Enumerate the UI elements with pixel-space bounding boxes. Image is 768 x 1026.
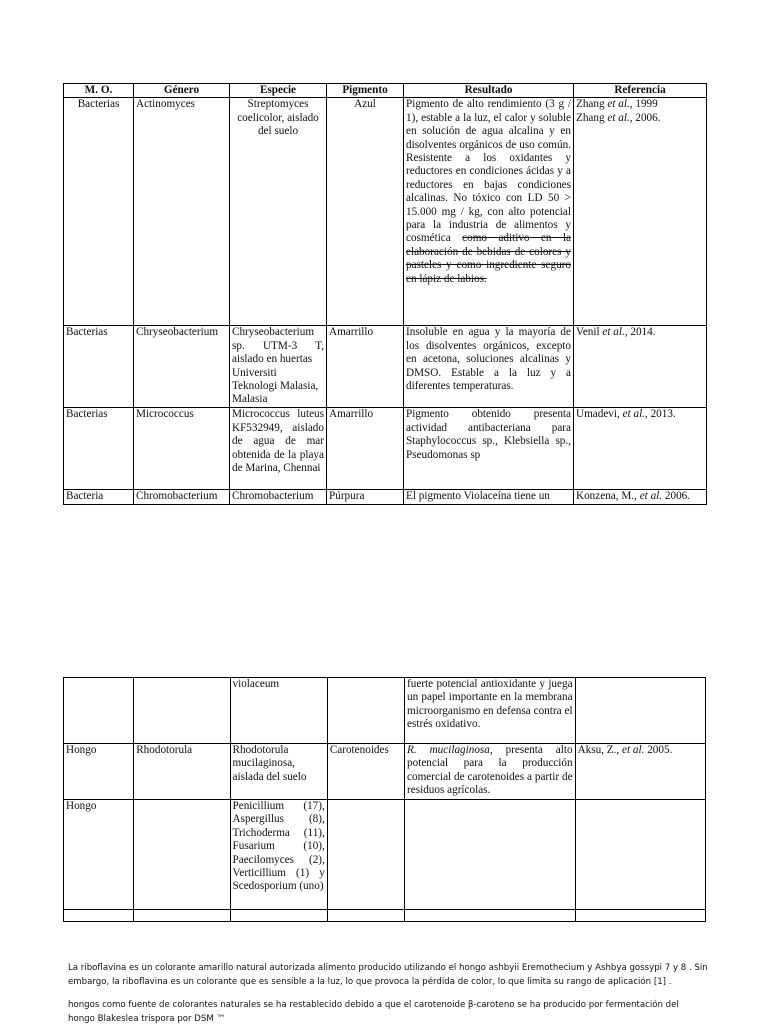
table-row <box>64 678 706 744</box>
ref-year: , 2006. <box>629 111 661 124</box>
cell-referencia <box>574 490 707 505</box>
header-resultado: Resultado <box>404 84 574 98</box>
cell-resultado: Pigmento obtenido presenta actividad antibacteriana para Staphylococcus sp., Klebsiella sp., Pseudomonas sp <box>404 408 574 490</box>
cell-referencia <box>575 910 705 922</box>
ref-year: , 2014. <box>624 326 656 339</box>
resultado-species: R. mucilaginosa, <box>407 744 493 756</box>
cell-referencia <box>575 800 705 910</box>
table-row <box>64 744 706 800</box>
cell-mo <box>64 910 134 922</box>
especie-line: sp. UTM-3 T, <box>232 339 324 352</box>
header-especie: Especie <box>230 84 327 98</box>
cell-especie: Rhodotorula mucilaginosa, aislada del suelo <box>230 744 327 800</box>
cell-pigmento: Azul <box>327 98 404 326</box>
cell-pigmento <box>327 800 404 910</box>
cell-genero <box>134 910 230 922</box>
cell-genero <box>134 800 230 910</box>
ref-etal: et al. <box>607 111 630 124</box>
cell-especie: Streptomyces coelicolor, aislado del suelo <box>230 98 327 326</box>
cell-resultado <box>404 98 574 326</box>
especie-line: aislado en huertas Universiti Teknologi Malasia, Malasia <box>232 353 319 406</box>
cell-mo: Hongo <box>64 800 134 910</box>
cell-resultado <box>405 910 576 922</box>
ref-year: 2005. <box>647 744 673 756</box>
cell-genero: Chromobacterium <box>134 490 230 505</box>
cell-mo <box>64 678 134 744</box>
cell-pigmento <box>327 910 404 922</box>
cell-referencia <box>574 326 707 408</box>
cell-mo: Bacteria <box>64 490 134 505</box>
cell-pigmento: Carotenoides <box>327 744 404 800</box>
resultado-struck-text: como aditivo en la elaboración de bebidas de colores y pasteles y como ingrediente seguro en lápiz de labios. <box>406 232 572 285</box>
cell-resultado: fuerte potencial antioxidante y juega un papel importante en la membrana microorganismo en defensa contra el estrés oxidativo. <box>405 678 576 744</box>
cell-resultado: El pigmento Violaceína tiene un <box>404 490 574 505</box>
footer-paragraph: hongos como fuente de colorantes naturales se ha restablecido debido a que el carotenoide β-caroteno se ha producido por fermentación del hongo Blakeslea trispora por DSM ™ <box>68 1000 679 1024</box>
cell-pigmento: Amarrillo <box>327 408 404 490</box>
header-mo: M. O. <box>64 84 134 98</box>
ref-etal: et al. <box>639 490 663 503</box>
cell-especie <box>230 326 327 408</box>
footer-paragraph: La riboflavina es un colorante amarillo natural autorizada alimento producido utilizando el hongo ashbyii Eremothecium y Ashbya gossypi 7 y 8 . Sin embargo, la riboflavina es un colorante que es sensible a la luz, lo que provoca la pérdida de color, lo que limita su rango de aplicación [1] . <box>68 963 708 987</box>
ref-year: 2006. <box>664 490 691 503</box>
ref-author: Zhang <box>576 111 605 124</box>
header-genero: Género <box>134 84 230 98</box>
cell-especie <box>230 910 327 922</box>
header-pigmento: Pigmento <box>327 84 404 98</box>
resultado-text: Pigmento de alto rendimiento (3 g / 1), estable a la luz, el calor y soluble en solución de agua alcalina y en disolventes orgánicos de uso común. Resistente a los oxidantes y reductores en condiciones ácidas y a reductores en bajas condiciones alcalinas. No tóxico con LD 50 > 15.000 mg / kg, con alto potencial para la industria de alimentos y cosmética <box>406 98 571 245</box>
cell-referencia <box>574 98 707 326</box>
cell-resultado: Insoluble en agua y la mayoría de los disolventes orgánicos, excepto en acetona, soluciones alcalinas y DMSO. Estable a la luz y a diferentes temperaturas. <box>404 326 574 408</box>
ref-etal: et al. <box>607 98 630 111</box>
cell-pigmento: Púrpura <box>327 490 404 505</box>
ref-author: Konzena, M., <box>576 490 637 503</box>
cell-pigmento: Amarrillo <box>327 326 404 408</box>
cell-resultado <box>405 800 576 910</box>
reference-line <box>576 98 704 111</box>
cell-referencia <box>575 678 705 744</box>
ref-etal: et al. <box>622 408 645 421</box>
cell-especie: Micrococcus luteus KF532949, aislado de agua de mar obtenida de la playa de Marina, Chennai <box>230 408 327 490</box>
resultado-text: presenta alto potencial para la producción comercial de carotenoides a partir de residuos agrícolas. <box>407 744 573 797</box>
cell-genero: Actinomyces <box>134 98 230 326</box>
cell-especie: violaceum <box>230 678 327 744</box>
pigment-table-continued <box>63 677 706 922</box>
cell-especie: Penicillium (17), Aspergillus (8), Trichoderma (11), Fusarium (10), Paecilomyces (2), Verticillium (1) y Scedosporium (uno) <box>230 800 327 910</box>
cell-mo: Hongo <box>64 744 134 800</box>
ref-author: Zhang <box>576 98 605 111</box>
ref-etal: et al. <box>622 744 645 756</box>
cell-mo: Bacterias <box>64 326 134 408</box>
ref-author: Umadevi, <box>576 408 620 421</box>
table-row <box>64 408 707 490</box>
table-header-row <box>64 84 707 98</box>
cell-especie: Chromobacterium <box>230 490 327 505</box>
cell-genero: Micrococcus <box>134 408 230 490</box>
table-row <box>64 98 707 326</box>
ref-year: , 2013. <box>644 408 676 421</box>
reference-line <box>576 112 704 125</box>
ref-year: , 1999 <box>629 98 658 111</box>
pigment-table <box>63 83 707 505</box>
ref-author: Venil <box>576 326 600 339</box>
cell-referencia <box>574 408 707 490</box>
cell-referencia <box>575 744 705 800</box>
table-row <box>64 490 707 505</box>
cell-mo: Bacterias <box>64 408 134 490</box>
cell-genero: Rhodotorula <box>134 744 230 800</box>
cell-genero <box>134 678 230 744</box>
cell-pigmento <box>327 678 404 744</box>
cell-genero: Chryseobacterium <box>134 326 230 408</box>
especie-line: Chryseobacterium <box>232 326 315 339</box>
ref-author: Aksu, Z., <box>577 744 620 756</box>
cell-resultado <box>405 744 576 800</box>
table-row <box>64 910 706 922</box>
ref-etal: et al. <box>602 326 625 339</box>
table-row <box>64 800 706 910</box>
cell-mo: Bacterias <box>64 98 134 326</box>
header-referencia: Referencia <box>574 84 707 98</box>
table-row <box>64 326 707 408</box>
